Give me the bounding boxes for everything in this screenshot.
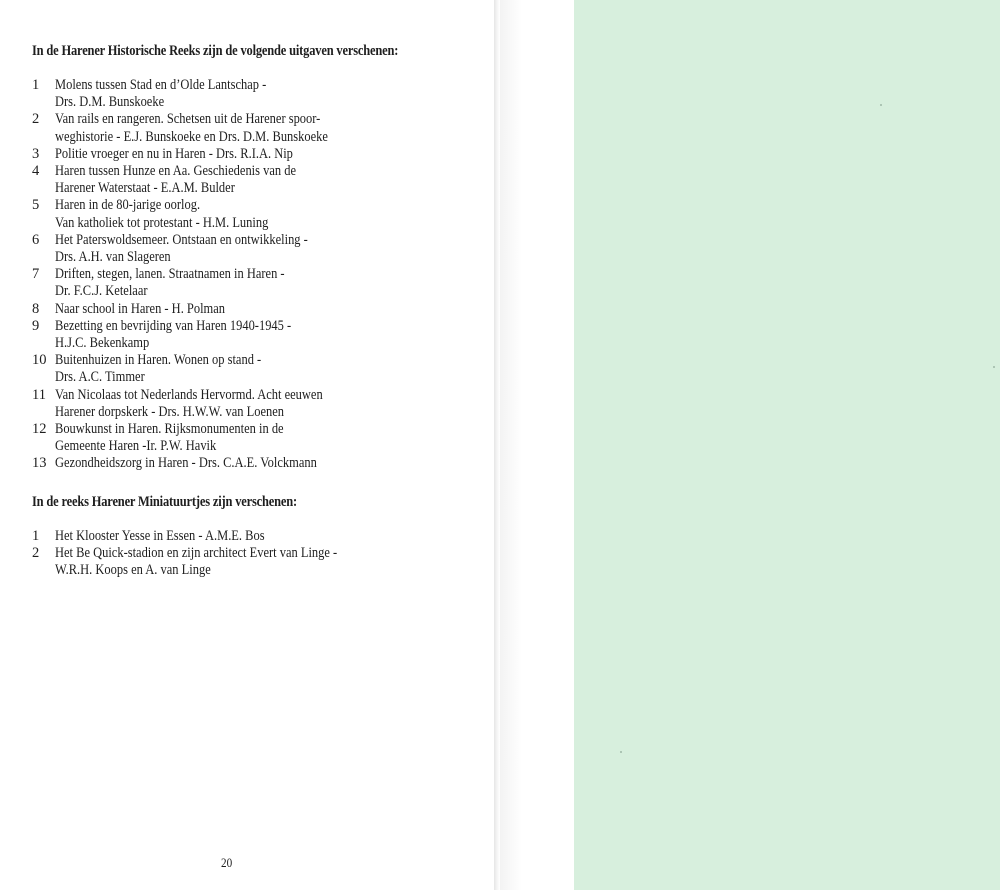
item-text [55, 197, 395, 231]
item-line: Politie vroeger en nu in Haren - Drs. R.I.A. Nip [55, 145, 293, 162]
item-number: 1 [32, 528, 40, 544]
item-text [55, 232, 395, 266]
item-number: 13 [32, 455, 47, 472]
item-line: Het Paterswoldsemeer. Ontstaan en ontwikkeling - [55, 231, 308, 248]
list-item [32, 421, 395, 455]
historische-reeks-heading: In de Harener Historische Reeks zijn de volgende uitgaven verschenen: [32, 43, 399, 59]
item-text [55, 528, 395, 545]
item-number: 5 [32, 197, 40, 214]
item-line: Harener Waterstaat - E.A.M. Bulder [55, 180, 235, 197]
item-number: 6 [32, 231, 40, 248]
item-line: Dr. F.C.J. Ketelaar [55, 283, 148, 300]
list-item [32, 352, 395, 386]
list-item [32, 318, 395, 352]
list-item [32, 528, 395, 545]
list-item [32, 545, 395, 579]
item-text [55, 352, 395, 386]
item-number: 12 [32, 421, 47, 438]
item-line: Gezondheidszorg in Haren - Drs. C.A.E. Volckmann [55, 455, 317, 472]
item-line: Buitenhuizen in Haren. Wonen op stand - [55, 352, 262, 369]
item-line: W.R.H. Koops en A. van Linge [55, 562, 211, 579]
item-line: Drs. A.H. van Slageren [55, 249, 171, 266]
miniatuurtjes-list [32, 528, 395, 580]
list-item [32, 163, 395, 197]
paper-speck [993, 366, 995, 368]
item-line: Harener dorpskerk - Drs. H.W.W. van Loenen [55, 403, 285, 420]
item-number: 4 [32, 163, 40, 180]
item-line: Van katholiek tot protestant - H.M. Luning [55, 214, 269, 231]
item-text [55, 301, 395, 318]
item-number: 10 [32, 352, 47, 369]
item-line: Het Klooster Yesse in Essen - A.M.E. Bos [55, 528, 265, 544]
left-page [0, 0, 496, 890]
item-number: 1 [32, 77, 40, 93]
item-number: 2 [32, 545, 40, 562]
item-line: Drs. A.C. Timmer [55, 369, 145, 386]
list-item [32, 301, 395, 318]
item-line: Van rails en rangeren. Schetsen uit de Harener spoor- [55, 111, 321, 128]
item-line: Het Be Quick-stadion en zijn architect Evert van Linge - [55, 545, 338, 562]
item-text [55, 77, 395, 111]
list-item [32, 77, 395, 111]
item-number: 9 [32, 317, 40, 334]
list-item [32, 111, 395, 145]
list-item [32, 455, 395, 472]
item-number: 2 [32, 111, 40, 128]
item-line: Van Nicolaas tot Nederlands Hervormd. Acht eeuwen [55, 386, 323, 403]
item-text [55, 266, 395, 300]
paper-speck [880, 104, 882, 106]
item-text [55, 146, 395, 163]
historische-reeks-list [32, 77, 395, 473]
item-number: 8 [32, 300, 40, 317]
item-text [55, 318, 395, 352]
green-endpaper [574, 0, 1000, 890]
item-text [55, 545, 395, 579]
item-text [55, 455, 395, 472]
item-line: Naar school in Haren - H. Polman [55, 300, 226, 317]
miniatuurtjes-heading: In de reeks Harener Miniatuurtjes zijn verschenen: [32, 494, 298, 510]
item-line: Gemeente Haren -Ir. P.W. Havik [55, 438, 217, 455]
item-number: 11 [32, 386, 46, 403]
list-item [32, 197, 395, 231]
list-item [32, 232, 395, 266]
list-item [32, 387, 395, 421]
item-line: Molens tussen Stad en d’Olde Lantschap - [55, 77, 267, 93]
item-line: Haren tussen Hunze en Aa. Geschiedenis van de [55, 163, 297, 180]
item-line: Driften, stegen, lanen. Straatnamen in Haren - [55, 266, 285, 283]
list-item [32, 146, 395, 163]
item-line: Bezetting en bevrijding van Haren 1940-1945 - [55, 317, 292, 334]
right-page-margin [500, 0, 574, 890]
item-text [55, 387, 395, 421]
item-number: 7 [32, 266, 40, 283]
item-text [55, 163, 395, 197]
list-item [32, 266, 395, 300]
item-number: 3 [32, 145, 40, 162]
item-line: Bouwkunst in Haren. Rijksmonumenten in de [55, 421, 284, 438]
page-number: 20 [221, 855, 233, 870]
item-line: weghistorie - E.J. Bunskoeke en Drs. D.M. Bunskoeke [55, 128, 328, 145]
item-text [55, 421, 395, 455]
item-line: Drs. D.M. Bunskoeke [55, 94, 165, 111]
item-text [55, 111, 395, 145]
item-line: Haren in de 80-jarige oorlog. [55, 197, 201, 214]
item-line: H.J.C. Bekenkamp [55, 335, 150, 352]
paper-speck [620, 751, 622, 753]
